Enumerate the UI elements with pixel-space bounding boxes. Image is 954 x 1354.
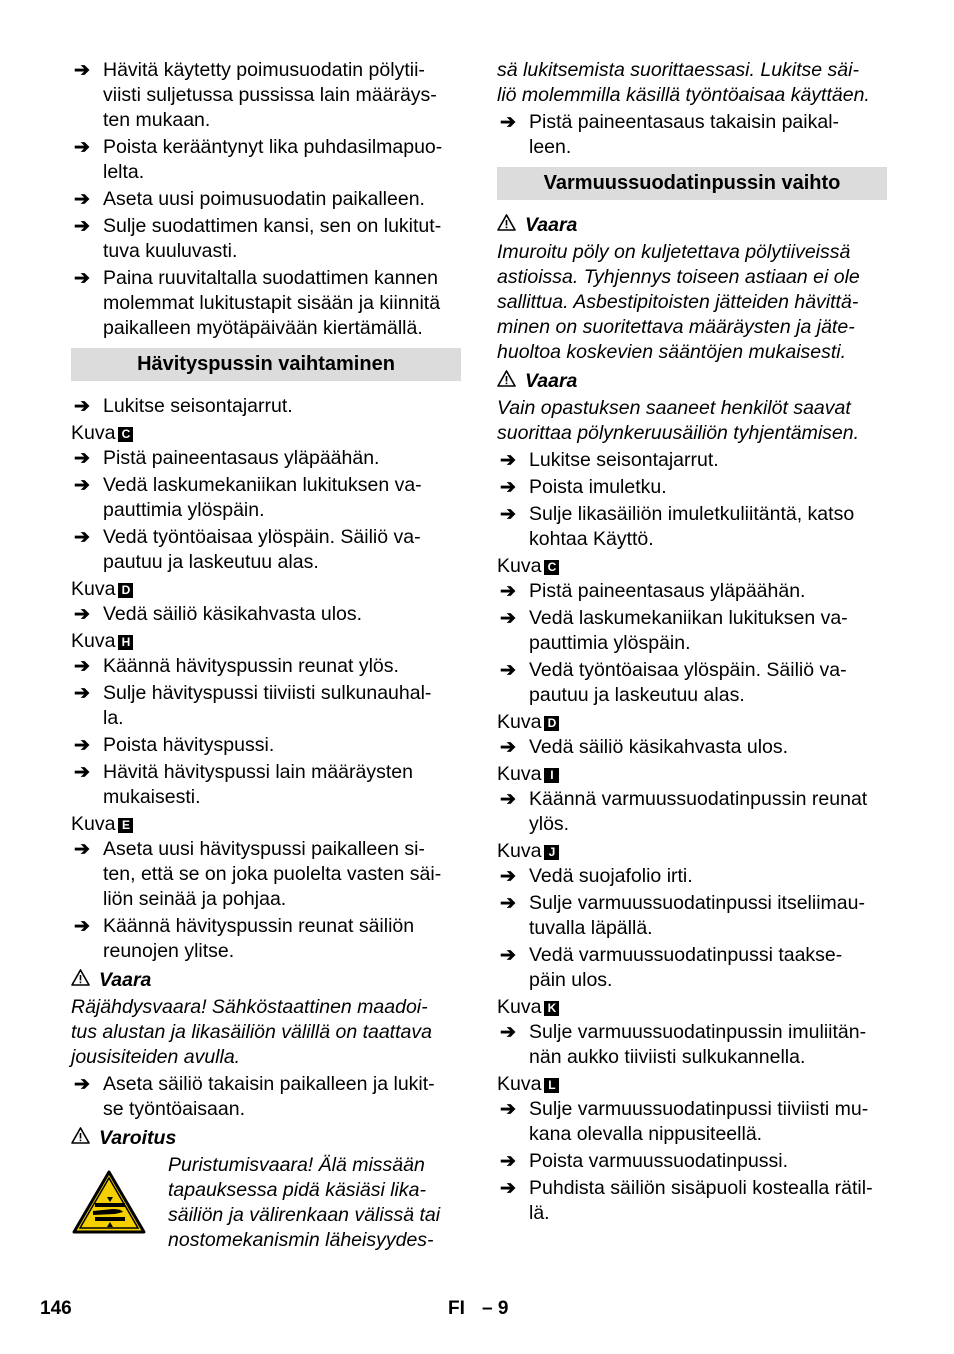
figure-letter-badge: J (544, 845, 559, 860)
figure-reference (497, 1072, 887, 1097)
arrow-right-icon: ➔ (74, 60, 90, 81)
list-item (71, 135, 461, 185)
list-item (497, 1097, 887, 1147)
footer-section-page: – 9 (482, 1298, 509, 1319)
figure-reference (497, 710, 887, 735)
list-item-text: Käännä hävityspussin reunat ylös. (103, 655, 399, 677)
list-item-text: Poista imuletku. (529, 476, 667, 498)
list-item-text: Pistä paineentasaus takaisin paikal- leen. (529, 111, 840, 158)
arrow-right-icon: ➔ (74, 762, 90, 783)
arrow-right-icon: ➔ (500, 945, 516, 966)
figure-label: Kuva (497, 763, 542, 785)
warning-triangle-icon (71, 1126, 91, 1151)
arrow-right-icon: ➔ (74, 683, 90, 704)
figure-reference (71, 421, 461, 446)
figure-label: Kuva (71, 813, 116, 835)
arrow-right-icon: ➔ (74, 475, 90, 496)
section-heading: Hävityspussin vaihtaminen (71, 348, 461, 381)
list-item-text: Sulje varmuussuodatinpussi tiiviisti mu- kana olevalla nippusiteellä. (529, 1098, 869, 1145)
list-item-text: Vedä suojafolio irti. (529, 865, 693, 887)
list-item (497, 1176, 887, 1226)
list-item (71, 446, 461, 471)
list-item-text: Sulje likasäiliön imuletkuliitäntä, katso kohtaa Käyttö. (529, 503, 855, 550)
figure-reference (497, 995, 887, 1020)
figure-reference (71, 629, 461, 654)
warning-triangle-icon (71, 968, 91, 993)
arrow-right-icon: ➔ (74, 1074, 90, 1095)
arrow-right-icon: ➔ (74, 396, 90, 417)
list-item-text: Lukitse seisontajarrut. (529, 449, 719, 471)
figure-label: Kuva (497, 840, 542, 862)
arrow-right-icon: ➔ (74, 137, 90, 158)
arrow-right-icon: ➔ (74, 656, 90, 677)
list-item (71, 837, 461, 912)
right-column (497, 58, 887, 1228)
arrow-right-icon: ➔ (500, 789, 516, 810)
arrow-right-icon: ➔ (74, 604, 90, 625)
list-item-text: Sulje hävityspussi tiiviisti sulkunauhal- la. (103, 682, 432, 729)
list-item-text: Käännä hävityspussin reunat säiliön reunojen ylitse. (103, 915, 415, 962)
figure-letter-badge: H (118, 635, 133, 650)
list-item-text: Vedä laskumekaniikan lukituksen va- pauttimia ylöspäin. (529, 607, 848, 654)
arrow-right-icon: ➔ (74, 189, 90, 210)
list-item (71, 58, 461, 133)
list-item (497, 475, 887, 500)
list-item-text: Käännä varmuussuodatinpussin reunat ylös. (529, 788, 868, 835)
warning-title-text: Vaara (99, 969, 152, 991)
arrow-right-icon: ➔ (500, 504, 516, 525)
list-item (497, 891, 887, 941)
arrow-right-icon: ➔ (74, 527, 90, 548)
list-item-text: Paina ruuvitaltalla suodattimen kannen molemmat lukitustapit sisään ja kiinnitä paikalleen myötäpäivään kiertämällä. (103, 267, 441, 339)
arrow-right-icon: ➔ (500, 1178, 516, 1199)
figure-label: Kuva (497, 555, 542, 577)
warning-text: sä lukitsemista suorittaessasi. Lukitse säi- liö molemmilla käsillä työntöaisaa käyttäen. (497, 59, 870, 106)
list-item-text: Vedä varmuussuodatinpussi taakse- päin ulos. (529, 944, 843, 991)
list-item-text: Sulje suodattimen kansi, sen on lukitut- tuva kuuluvasti. (103, 215, 442, 262)
figure-letter-badge: L (544, 1078, 559, 1093)
list-item (497, 943, 887, 993)
list-item-text: Poista varmuussuodatinpussi. (529, 1150, 789, 1172)
figure-reference (497, 762, 887, 787)
warning-title (71, 1126, 461, 1151)
arrow-right-icon: ➔ (500, 450, 516, 471)
list-item-text: Vedä säiliö käsikahvasta ulos. (529, 736, 789, 758)
warning-text: Imuroitu pöly on kuljetettava pölytiiveissä astioissa. Tyhjennys toiseen astiaan ei ole sallittua. Asbestipitoisten jätteiden hävittä- minen on suoritettava määräysten ja jäte- huoltoa koskevien sääntöjen mukaisesti. (497, 241, 860, 363)
list-item (71, 187, 461, 212)
list-item (497, 448, 887, 473)
list-item-text: Pistä paineentasaus yläpäähän. (103, 447, 380, 469)
arrow-right-icon: ➔ (500, 477, 516, 498)
arrow-right-icon: ➔ (500, 1099, 516, 1120)
list-item (497, 1149, 887, 1174)
list-item (71, 1072, 461, 1122)
list-item (497, 606, 887, 656)
list-item (497, 579, 887, 604)
list-item-text: Poista kerääntynyt lika puhdasilmapuo- lelta. (103, 136, 443, 183)
figure-reference (497, 554, 887, 579)
list-item-text: Vedä työntöaisaa ylöspäin. Säiliö va- pautuu ja laskeutuu alas. (529, 659, 847, 706)
figure-letter-badge: I (544, 768, 559, 783)
list-item (71, 473, 461, 523)
list-item (71, 214, 461, 264)
list-item (71, 733, 461, 758)
arrow-right-icon: ➔ (500, 581, 516, 602)
page-number: 146 (40, 1298, 72, 1319)
arrow-right-icon: ➔ (500, 660, 516, 681)
arrow-right-icon: ➔ (74, 268, 90, 289)
arrow-right-icon: ➔ (74, 916, 90, 937)
warning-triangle-icon (497, 213, 517, 238)
warning-triangle-icon (497, 369, 517, 394)
hand-crush-warning-icon (71, 1169, 147, 1235)
figure-label: Kuva (71, 578, 116, 600)
figure-letter-badge: E (118, 818, 133, 833)
figure-reference (71, 812, 461, 837)
list-item (71, 914, 461, 964)
warning-title (71, 968, 461, 993)
caution-block (71, 1153, 461, 1253)
warning-text: Vain opastuksen saaneet henkilöt saavat suorittaa pölynkeruusäiliön tyhjentämisen. (497, 397, 860, 444)
warning-title-text: Vaara (525, 214, 578, 236)
figure-label: Kuva (71, 422, 116, 444)
list-item-text: Pistä paineentasaus yläpäähän. (529, 580, 806, 602)
figure-label: Kuva (497, 1073, 542, 1095)
figure-letter-badge: K (544, 1001, 559, 1016)
list-item (497, 110, 887, 160)
arrow-right-icon: ➔ (500, 737, 516, 758)
list-item-text: Sulje varmuussuodatinpussi itseliimau- tuvalla läpällä. (529, 892, 865, 939)
warning-title (497, 213, 887, 238)
warning-title (497, 369, 887, 394)
warning-title-text: Varoitus (99, 1127, 177, 1149)
list-item-text: Hävitä käytetty poimusuodatin pölytii- viisti suljetussa pussissa lain määräys- ten mukaan. (103, 59, 437, 131)
arrow-right-icon: ➔ (74, 448, 90, 469)
list-item (497, 864, 887, 889)
figure-letter-badge: C (118, 427, 133, 442)
list-item-text: Lukitse seisontajarrut. (103, 395, 293, 417)
warning-title-text: Vaara (525, 370, 578, 392)
list-item-text: Vedä työntöaisaa ylöspäin. Säiliö va- pautuu ja laskeutuu alas. (103, 526, 421, 573)
list-item-text: Aseta uusi poimusuodatin paikalleen. (103, 188, 425, 210)
list-item-text: Poista hävityspussi. (103, 734, 275, 756)
list-item-text: Sulje varmuussuodatinpussin imuliitän- nän aukko tiiviisti sulkukannella. (529, 1021, 867, 1068)
list-item-text: Vedä säiliö käsikahvasta ulos. (103, 603, 363, 625)
list-item-text: Aseta säiliö takaisin paikalleen ja lukit- se työntöaisaan. (103, 1073, 435, 1120)
figure-label: Kuva (71, 630, 116, 652)
arrow-right-icon: ➔ (500, 608, 516, 629)
warning-text: Räjähdysvaara! Sähköstaattinen maadoi- tus alustan ja likasäiliön välillä on taattava jousisiteiden avulla. (71, 996, 432, 1068)
caution-text: Puristumisvaara! Älä missään tapauksessa pidä käsiäsi lika- säiliön ja välirenkaan välissä tai nostomekanismin läheisyydes- (168, 1154, 441, 1251)
left-column (71, 58, 461, 1253)
list-item (497, 787, 887, 837)
list-item (497, 658, 887, 708)
arrow-right-icon: ➔ (74, 735, 90, 756)
figure-label: Kuva (497, 996, 542, 1018)
arrow-right-icon: ➔ (500, 893, 516, 914)
list-item (71, 602, 461, 627)
figure-reference (497, 839, 887, 864)
list-item (71, 654, 461, 679)
list-item-text: Aseta uusi hävityspussi paikalleen si- ten, että se on joka puolelta vasten säi- liön seinää ja pohjaa. (103, 838, 442, 910)
section-heading: Varmuussuodatinpussin vaihto (497, 167, 887, 200)
figure-reference (71, 577, 461, 602)
list-item (497, 1020, 887, 1070)
arrow-right-icon: ➔ (500, 112, 516, 133)
list-item-text: Hävitä hävityspussi lain määräysten mukaisesti. (103, 761, 413, 808)
list-item (71, 394, 461, 419)
arrow-right-icon: ➔ (500, 1022, 516, 1043)
list-item (71, 266, 461, 341)
list-item-text: Vedä laskumekaniikan lukituksen va- pauttimia ylöspäin. (103, 474, 422, 521)
list-item (71, 681, 461, 731)
arrow-right-icon: ➔ (500, 866, 516, 887)
arrow-right-icon: ➔ (74, 839, 90, 860)
list-item (71, 525, 461, 575)
figure-letter-badge: D (118, 583, 133, 598)
figure-letter-badge: D (544, 716, 559, 731)
arrow-right-icon: ➔ (74, 216, 90, 237)
list-item (497, 735, 887, 760)
arrow-right-icon: ➔ (500, 1151, 516, 1172)
figure-letter-badge: C (544, 560, 559, 575)
footer-language: FI (448, 1298, 465, 1319)
figure-label: Kuva (497, 711, 542, 733)
list-item-text: Puhdista säiliön sisäpuoli kostealla rätil- lä. (529, 1177, 873, 1224)
list-item (497, 502, 887, 552)
list-item (71, 760, 461, 810)
